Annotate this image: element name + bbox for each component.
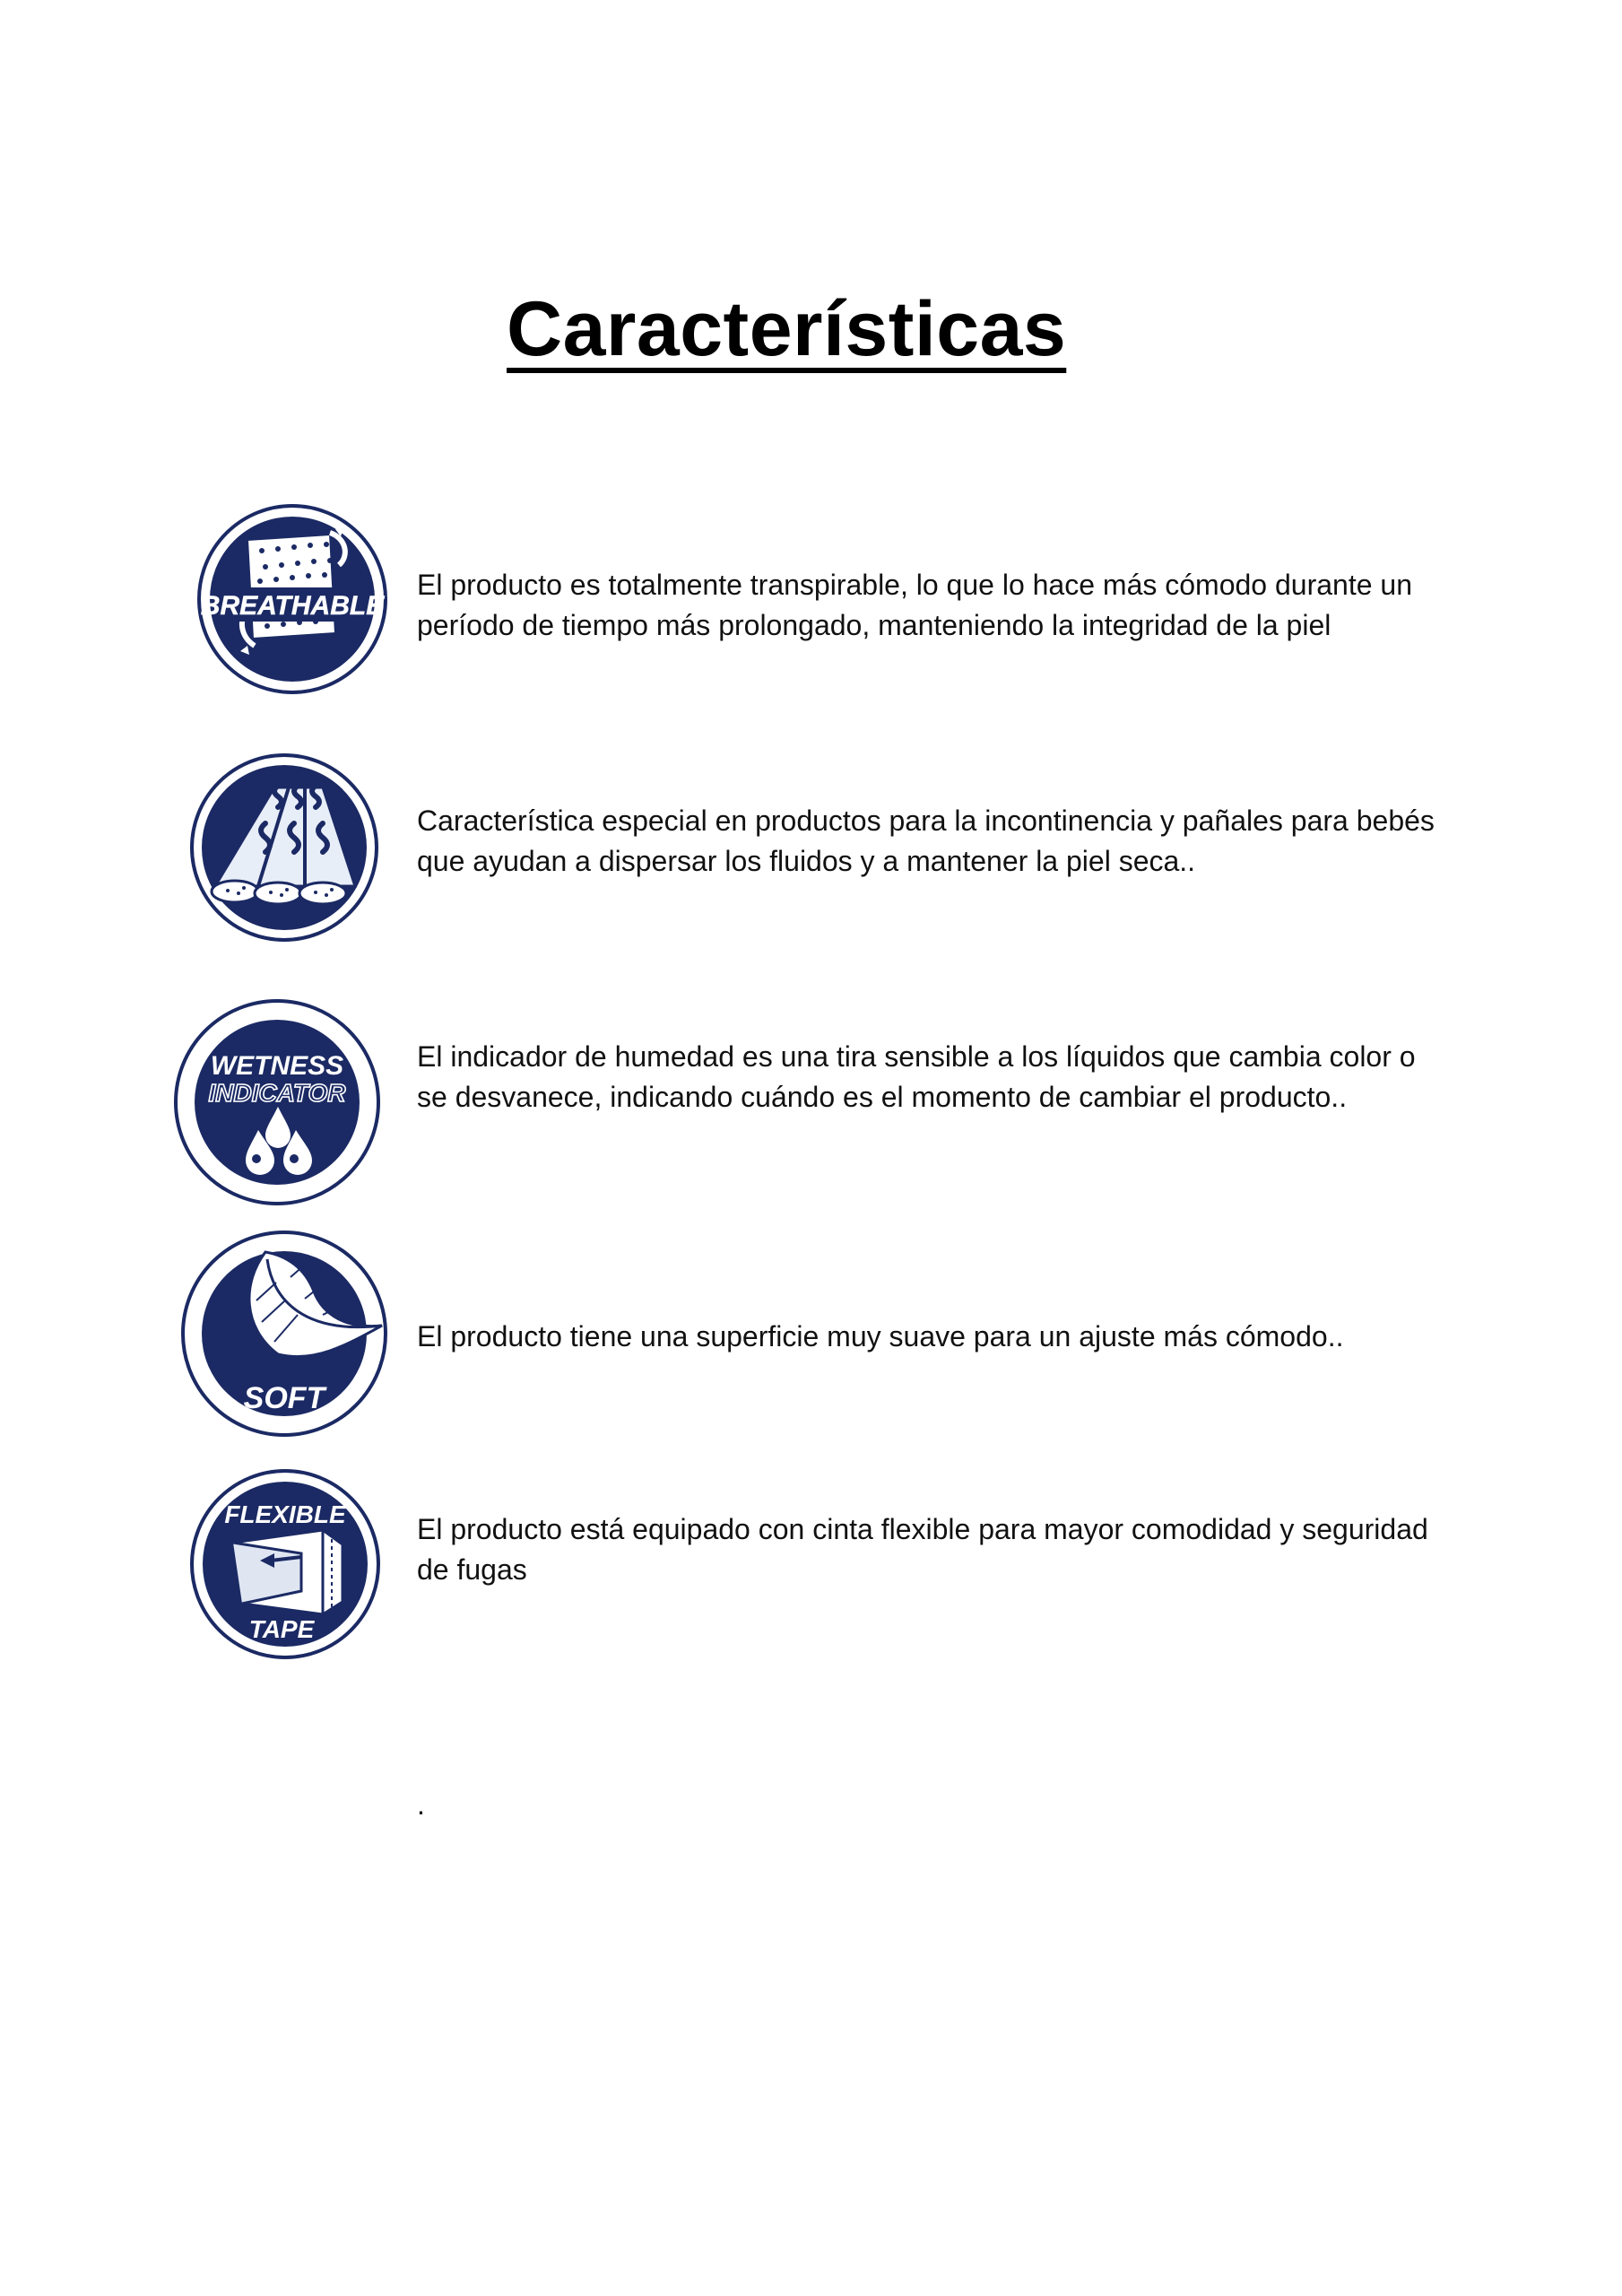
wetness-badge-label: WETNESS [210,1051,344,1081]
feature-text-fluid-dispersion: Característica especial en productos para la incontinencia y pañales para bebés que ayudan a dispersar los fluidos y a mantener la piel seca.. [417,804,1435,877]
breathable-badge-label: BREATHABLE [200,591,385,621]
tape-badge-label: TAPE [248,1615,315,1643]
soft-badge-label: SOFT [243,1381,325,1415]
feature-text-soft: El producto tiene una superficie muy suave para un ajuste más cómodo.. [417,1320,1344,1352]
flexible-badge-label: FLEXIBLE [224,1500,346,1528]
indicator-badge-label: INDICATOR [208,1079,346,1107]
feature-text-breathable: El producto es totalmente transpirable, lo que lo hace más cómodo durante un período de tiempo más prolongado, manteniendo la integridad de la piel [417,569,1412,641]
page-title: Características [507,286,1067,372]
feature-text-wetness-indicator: El indicador de humedad es una tira sensible a los líquidos que cambia color o se desvanece, indicando cuándo es el momento de cambiar el producto.. [417,1040,1416,1113]
soft-badge-icon [179,1229,395,1439]
feature-text-flexible-tape: El producto está equipado con cinta flexible para mayor comodidad y seguridad de fugas [417,1513,1428,1586]
fluid-dispersion-badge-icon [188,752,380,944]
breathable-badge-icon [195,502,389,696]
wetness-indicator-badge-icon [172,997,382,1207]
flexible-tape-badge-icon [188,1467,382,1661]
trailing-text: . [417,1788,425,1821]
